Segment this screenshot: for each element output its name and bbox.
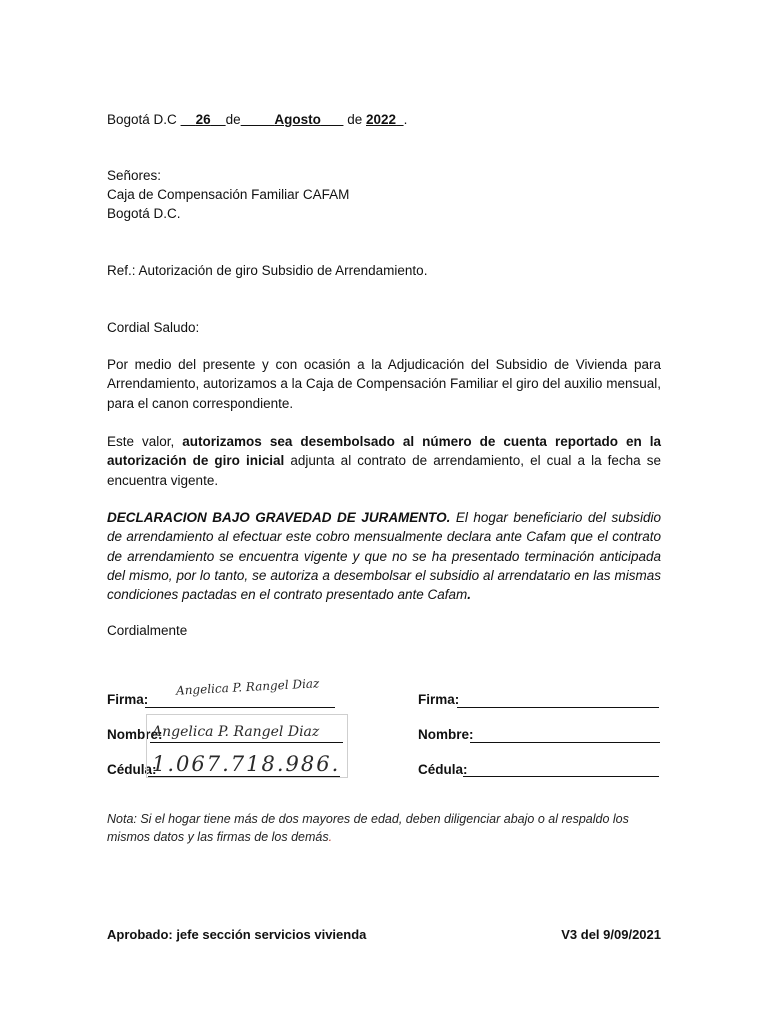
right-cedula-label: Cédula: [418, 762, 468, 777]
date-month: Agosto [274, 112, 321, 127]
right-nombre-label: Nombre: [418, 727, 474, 742]
recipient-org: Caja de Compensación Familiar CAFAM [107, 187, 350, 202]
scan-box-outline [146, 714, 348, 778]
date-day: 26 [195, 112, 211, 127]
right-firma-label: Firma: [418, 692, 460, 707]
reference-line: Ref.: Autorización de giro Subsidio de Arrendamiento. [107, 263, 428, 278]
left-cedula-handwritten: 1.067.718.986. [152, 752, 341, 776]
note-end-period: . [328, 830, 333, 844]
left-firma-line [145, 707, 335, 708]
recipient-city: Bogotá D.C. [107, 206, 181, 221]
date-de-2: de [347, 112, 363, 127]
date-prefix: Bogotá D.C [107, 112, 177, 127]
date-end: . [403, 112, 408, 127]
left-nombre-label: Nombre: [107, 727, 163, 742]
footer-approved: Aprobado: jefe sección servicios vivienda [107, 927, 367, 942]
paragraph-account-bold: autorizamos sea desembolsado al número de cuenta reportado en la autorización de giro inicial [107, 434, 661, 469]
paragraph-declaration: DECLARACION BAJO GRAVEDAD DE JURAMENTO. El hogar beneficiario del subsidio de arrendamiento al efectuar este cobro mensualmente declara ante Cafam que el contrato de arrendamiento se encuentra vigente y que no se ha presentado terminación anticipada del mismo, por lo tanto, se autoriza a desembolsar el subsidio al arrendatario en las mismas condiciones pactadas en el contrato presentado ante Cafam. [107, 510, 662, 603]
closing: Cordialmente [107, 623, 188, 638]
right-firma-line [457, 707, 659, 708]
date-year: 2022 [366, 112, 397, 127]
date-de-1: de [225, 112, 241, 127]
paragraph-authorization: Por medio del presente y con ocasión a la Adjudicación del Subsidio de Vivienda para Arrendamiento, autorizamos a la Caja de Compensación Familiar el giro del auxilio mensual, para el canon correspondiente. [107, 357, 661, 411]
left-cedula-label: Cédula: [107, 762, 157, 777]
greeting: Cordial Saludo: [107, 320, 200, 335]
declaration-heading: DECLARACION BAJO GRAVEDAD DE JURAMENTO. [107, 510, 451, 525]
left-nombre-handwritten: Angelica P. Rangel Diaz [152, 724, 320, 740]
footer-version: V3 del 9/09/2021 [561, 927, 661, 942]
recipient-salutation: Señores: [107, 168, 162, 183]
note: Nota: Si el hogar tiene más de dos mayores de edad, deben diligenciar abajo o al respaldo los mismos datos y las firmas de los demás. [107, 812, 629, 844]
right-cedula-line [463, 776, 659, 777]
left-firma-label: Firma: [107, 692, 149, 707]
date-line [107, 110, 407, 129]
paragraph-account: Este valor, autorizamos sea desembolsado al número de cuenta reportado en la autorización de giro inicial adjunta al contrato de arrendamiento, el cual a la fecha se encuentra vigente. [107, 434, 661, 488]
right-nombre-line [470, 742, 660, 743]
left-signature: Angelica P. Rangel Diaz [175, 676, 320, 698]
